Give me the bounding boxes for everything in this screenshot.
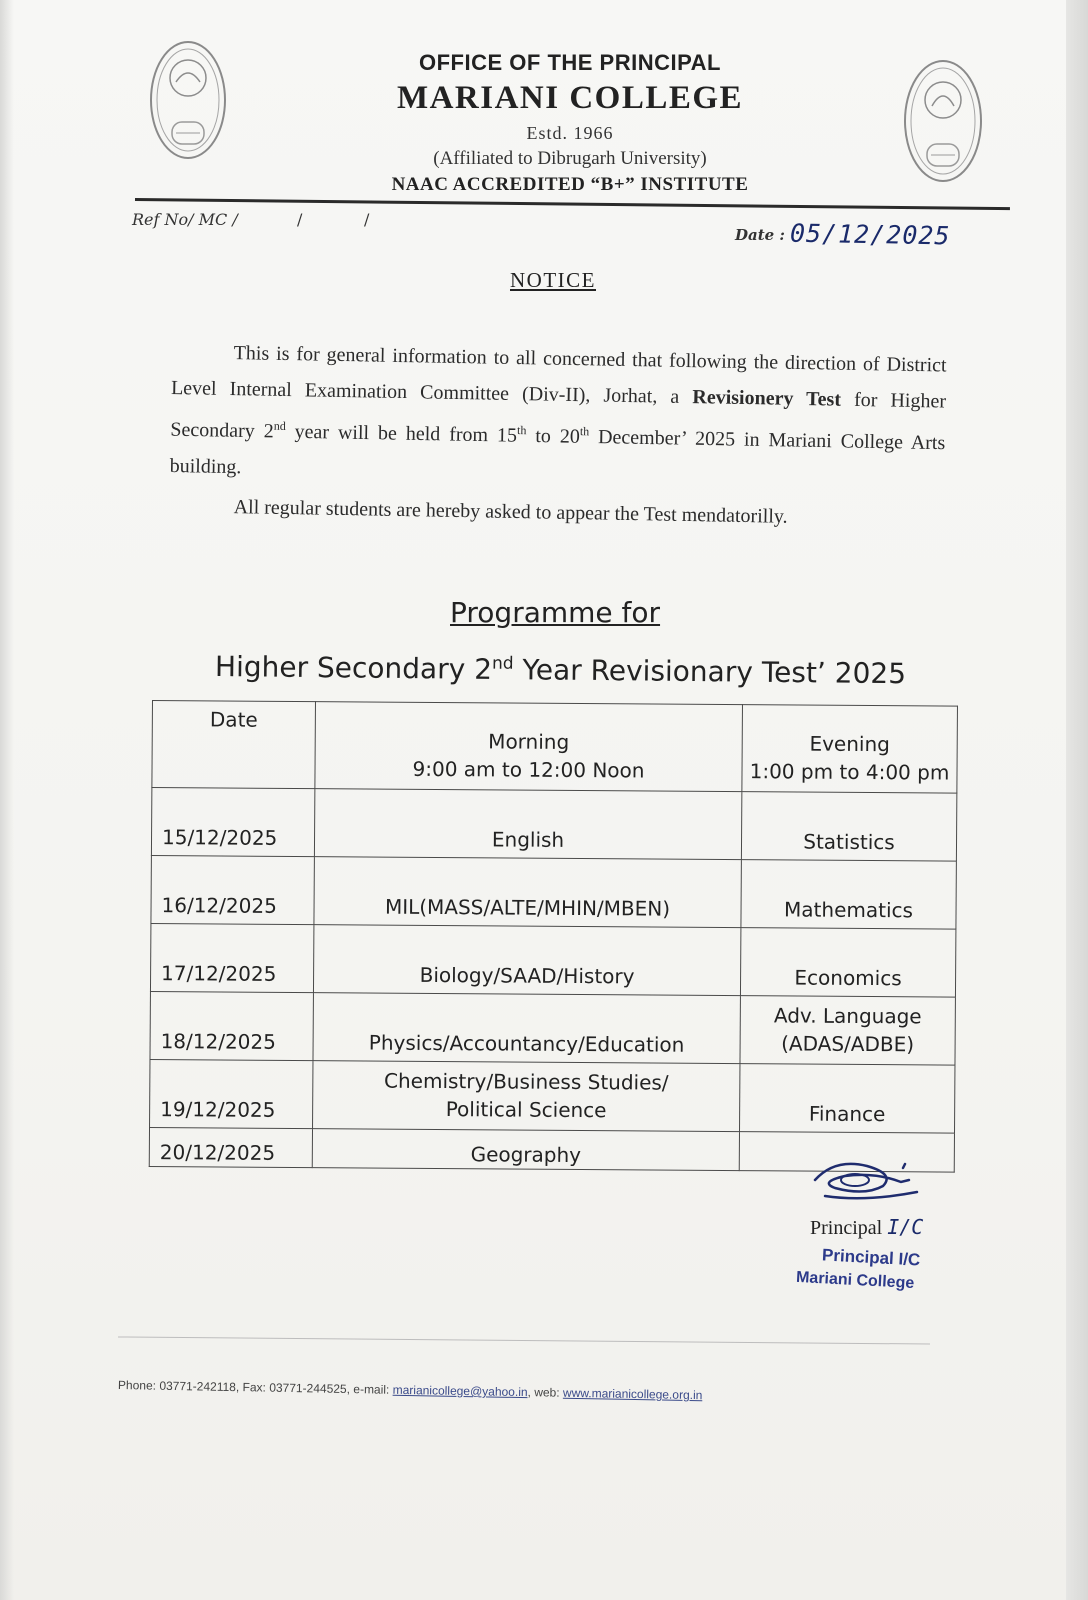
notice-text: for Higher Secondary 2	[170, 388, 947, 443]
notice-text: December’ 2025 in Mariani College Arts building.	[169, 426, 946, 478]
college-seal-left-icon	[148, 38, 228, 163]
principal-stamp-line: Principal I/C	[821, 1245, 921, 1270]
phone-number: 03771-242118	[159, 1378, 237, 1395]
reference-slash: /	[364, 210, 370, 229]
phone-label: Phone:	[117, 1378, 157, 1393]
fax-number: 03771-244525	[269, 1380, 347, 1396]
date-cell: 15/12/2025	[151, 788, 314, 857]
morning-line: Chemistry/Business Studies/	[383, 1068, 669, 1095]
morning-time: 9:00 am to 12:00 Noon	[412, 756, 645, 783]
date-label: Date :	[735, 226, 785, 244]
date-cell: 18/12/2025	[150, 991, 313, 1060]
reference-slash: /	[297, 210, 303, 229]
date-column-header: Date	[152, 701, 316, 789]
principal-signature-icon	[805, 1150, 935, 1214]
reference-number	[132, 210, 370, 229]
evening-cell: Mathematics	[741, 860, 956, 929]
evening-cell: Statistics	[741, 792, 956, 861]
college-stamp-line: Mariani College	[795, 1268, 915, 1293]
evening-line: Adv. Language	[773, 1003, 922, 1029]
college-seal-right-icon	[902, 56, 984, 186]
superscript: nd	[273, 418, 286, 433]
notice-title: NOTICE	[510, 268, 596, 292]
morning-cell: Biology/SAAD/History	[313, 925, 740, 996]
principal-label: Principal	[810, 1217, 883, 1239]
superscript: th	[579, 424, 590, 439]
table-row	[151, 788, 956, 862]
morning-cell: Physics/Accountancy/Education	[313, 993, 740, 1064]
evening-cell: Economics	[740, 928, 955, 997]
fax-label: Fax:	[242, 1380, 267, 1395]
notice-text: to 20	[535, 425, 580, 448]
footer-contact: Phone: 03771-242118, Fax: 03771-244525, e-mail: marianicollege@yahoo.in, web: www.marianicollege.org.in	[117, 1378, 703, 1403]
table-row	[150, 991, 955, 1065]
morning-cell: English	[314, 789, 741, 860]
table-row	[151, 855, 956, 929]
accreditation: NAAC ACCREDITED “B+” INSTITUTE	[391, 174, 749, 195]
notice-text: This is for general information to all concerned that following the direction of District Level Internal Examination Committee (Div-II), Jorhat, a	[170, 342, 947, 408]
evening-cell: Finance	[740, 1064, 955, 1133]
evening-time: 1:00 pm to 4:00 pm	[749, 759, 950, 785]
established-year: Estd. 1966	[526, 123, 614, 143]
programme-title: Programme for	[450, 596, 661, 629]
morning-column-header	[315, 702, 743, 792]
programme-subtitle	[215, 650, 906, 690]
notice-paragraph	[169, 334, 946, 497]
college-name: MARIANI COLLEGE	[396, 80, 744, 116]
email-link[interactable]: marianicollege@yahoo.in	[392, 1382, 528, 1400]
office-heading: OFFICE OF THE PRINCIPAL	[419, 50, 721, 75]
date-cell: 17/12/2025	[150, 923, 313, 992]
notice-text: year will be held from 15	[294, 420, 518, 447]
header-divider	[135, 198, 1010, 210]
principal-title	[810, 1215, 923, 1240]
evening-label: Evening	[809, 731, 890, 757]
website-link[interactable]: www.marianicollege.org.in	[562, 1385, 703, 1403]
superscript: th	[516, 423, 527, 438]
notice-paragraph-2: All regular students are hereby asked to appear the Test mendatorilly.	[233, 496, 788, 528]
morning-cell: Geography	[312, 1129, 739, 1171]
morning-cell: MIL(MASS/ALTE/MHIN/MBEN)	[314, 857, 741, 928]
subtitle-text: Higher Secondary 2	[214, 650, 493, 686]
affiliation: (Affiliated to Dibrugarh University)	[433, 148, 707, 169]
reference-label: Ref No/ MC /	[132, 210, 238, 229]
date-value: 05/12/2025	[789, 218, 951, 251]
superscript: nd	[491, 653, 514, 674]
morning-label: Morning	[488, 729, 570, 754]
schedule-table-wrapper	[149, 700, 958, 1173]
page-shadow	[0, 0, 14, 1600]
page-edge	[1066, 0, 1088, 1600]
table-row	[150, 1059, 955, 1133]
morning-line: Political Science	[445, 1097, 607, 1123]
table-row	[150, 923, 955, 997]
date-cell: 16/12/2025	[151, 855, 314, 924]
notice-bold-text: Revisionery Test	[692, 386, 842, 411]
email-label: e-mail:	[353, 1382, 390, 1397]
principal-suffix: I/C	[887, 1215, 924, 1239]
evening-cell	[740, 996, 955, 1065]
morning-cell	[313, 1061, 740, 1132]
subtitle-text: Year Revisionary Test’ 2025	[522, 653, 907, 691]
date-cell: 19/12/2025	[150, 1059, 313, 1128]
date-cell: 20/12/2025	[149, 1127, 312, 1167]
evening-line: (ADAS/ADBE)	[781, 1031, 915, 1057]
web-label: web:	[534, 1385, 560, 1400]
footer-divider	[118, 1336, 930, 1344]
evening-column-header	[742, 705, 958, 793]
schedule-table	[149, 700, 958, 1173]
table-header-row	[152, 701, 958, 794]
